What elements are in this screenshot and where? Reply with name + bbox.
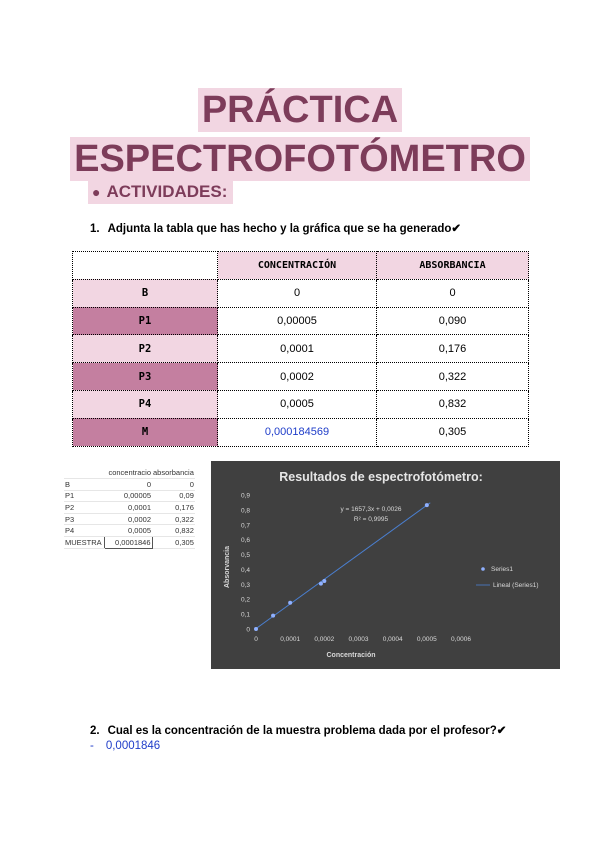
legend-series: Series1 xyxy=(491,566,514,573)
bullet-icon: ● xyxy=(92,184,101,200)
x-tick-label: 0,0003 xyxy=(348,636,369,643)
header-empty xyxy=(73,252,218,280)
table-row xyxy=(73,418,529,446)
title-line-2: ESPECTROFOTÓMETRO xyxy=(0,137,600,181)
answer-value: 0,0001846 xyxy=(105,740,161,752)
row-label: P2 xyxy=(73,335,218,363)
section-label: ACTIVIDADES: xyxy=(106,182,228,201)
spreadsheet-concentration: 0,0001846 xyxy=(104,537,152,549)
spreadsheet-concentration: 0,0001 xyxy=(104,502,152,514)
spreadsheet-label: B xyxy=(64,479,104,491)
spreadsheet-concentration: 0,0002 xyxy=(104,513,152,525)
y-tick-label: 0,2 xyxy=(240,596,250,604)
spreadsheet-concentration: 0,0005 xyxy=(104,525,152,537)
spreadsheet-label: MUESTRA xyxy=(64,537,104,549)
data-point xyxy=(254,627,258,631)
y-tick-label: 0,7 xyxy=(240,522,250,530)
x-tick-label: 0,0006 xyxy=(451,636,471,643)
header-absorbance: ABSORBANCIA xyxy=(377,252,529,280)
table-row xyxy=(73,307,529,335)
chart-r2: R² = 0,9995 xyxy=(353,516,389,523)
spreadsheet-label: P4 xyxy=(64,525,104,537)
spreadsheet-table xyxy=(64,467,195,549)
title-line-1: PRÁCTICA xyxy=(0,88,600,132)
spreadsheet-header-concentration: concentracio xyxy=(104,467,152,479)
absorbance-chart xyxy=(211,461,560,669)
table-row xyxy=(73,335,529,363)
row-absorbance: 0,322 xyxy=(377,363,529,391)
row-label: M xyxy=(73,418,218,446)
data-point xyxy=(322,579,326,583)
spreadsheet-header-absorbance: absorbancia xyxy=(153,468,194,478)
row-label: P1 xyxy=(73,307,218,335)
data-point xyxy=(425,503,429,507)
chart-title: Resultados de espectrofotómetro: xyxy=(279,470,483,484)
chart-xlabel: Concentración xyxy=(326,652,376,659)
y-tick-label: 0,8 xyxy=(240,507,250,515)
spreadsheet-row xyxy=(64,513,195,525)
answer-2 xyxy=(90,740,160,752)
row-absorbance: 0,832 xyxy=(377,390,529,418)
x-tick-label: 0,0004 xyxy=(382,636,403,643)
chart-equation: y = 1657,3x + 0,0026 xyxy=(340,506,402,513)
x-tick-label: 0,0002 xyxy=(314,636,335,643)
spreadsheet-row xyxy=(64,525,195,537)
spreadsheet-row xyxy=(64,537,195,549)
spreadsheet-absorbance: 0,305 xyxy=(152,537,195,549)
spreadsheet-absorbance: 0 xyxy=(152,479,195,491)
data-point xyxy=(319,582,323,586)
spreadsheet-row xyxy=(64,490,195,502)
question-1-number: 1. xyxy=(90,223,100,235)
data-point xyxy=(271,614,275,618)
spreadsheet-absorbance: 0,09 xyxy=(152,490,195,502)
y-tick-label: 0 xyxy=(246,626,250,634)
table-row xyxy=(73,390,529,418)
row-absorbance: 0,305 xyxy=(377,418,529,446)
y-tick-label: 0,1 xyxy=(240,611,250,619)
header-concentration: CONCENTRACIÓN xyxy=(218,252,377,280)
trendline xyxy=(256,503,430,629)
question-2 xyxy=(90,723,506,737)
row-absorbance: 0 xyxy=(377,279,529,307)
row-absorbance: 0,090 xyxy=(377,307,529,335)
spreadsheet-row xyxy=(64,479,195,491)
x-tick-label: 0 xyxy=(254,636,258,643)
chart-svg xyxy=(211,461,560,669)
spreadsheet-absorbance: 0,832 xyxy=(152,525,195,537)
row-concentration: 0,00005 xyxy=(218,307,377,335)
chart-ylabel: Absorvancia xyxy=(224,545,231,589)
spreadsheet-label: P1 xyxy=(64,490,104,502)
spreadsheet-header-row xyxy=(64,467,195,479)
legend-trendline: Lineal (Series1) xyxy=(493,582,539,589)
row-label: B xyxy=(73,279,218,307)
spreadsheet-label: P3 xyxy=(64,513,104,525)
spreadsheet-absorbance: 0,176 xyxy=(152,502,195,514)
question-2-text: Cual es la concentración de la muestra problema dada por el profesor?✔ xyxy=(107,725,507,737)
question-2-number: 2. xyxy=(90,725,100,737)
table-row xyxy=(73,279,529,307)
spreadsheet-concentration: 0,00005 xyxy=(104,490,152,502)
section-heading xyxy=(88,180,233,204)
row-concentration: 0,0001 xyxy=(218,335,377,363)
x-tick-label: 0,0001 xyxy=(280,636,301,643)
row-concentration: 0,0005 xyxy=(218,390,377,418)
y-tick-label: 0,9 xyxy=(240,492,250,500)
y-tick-label: 0,4 xyxy=(240,566,250,574)
data-point xyxy=(288,601,292,605)
row-label: P4 xyxy=(73,390,218,418)
spreadsheet-row xyxy=(64,502,195,514)
spreadsheet-concentration: 0 xyxy=(104,479,152,491)
question-1 xyxy=(90,221,461,235)
table-row xyxy=(73,363,529,391)
spreadsheet-label: P2 xyxy=(64,502,104,514)
row-concentration: 0,000184569 xyxy=(218,418,377,446)
legend-marker-icon xyxy=(481,567,485,571)
spreadsheet-absorbance: 0,322 xyxy=(152,513,195,525)
row-absorbance: 0,176 xyxy=(377,335,529,363)
row-label: P3 xyxy=(73,363,218,391)
results-table xyxy=(72,251,529,447)
spreadsheet-header-empty xyxy=(64,467,104,479)
y-tick-label: 0,6 xyxy=(240,537,250,545)
row-concentration: 0 xyxy=(218,279,377,307)
question-1-text: Adjunta la tabla que has hecho y la gráfica que se ha generado✔ xyxy=(107,223,462,235)
x-tick-label: 0,0005 xyxy=(416,636,437,643)
row-concentration: 0,0002 xyxy=(218,363,377,391)
answer-dash: - xyxy=(90,740,94,752)
y-tick-label: 0,3 xyxy=(240,581,250,589)
y-tick-label: 0,5 xyxy=(240,552,250,560)
table-header-row xyxy=(73,252,529,280)
